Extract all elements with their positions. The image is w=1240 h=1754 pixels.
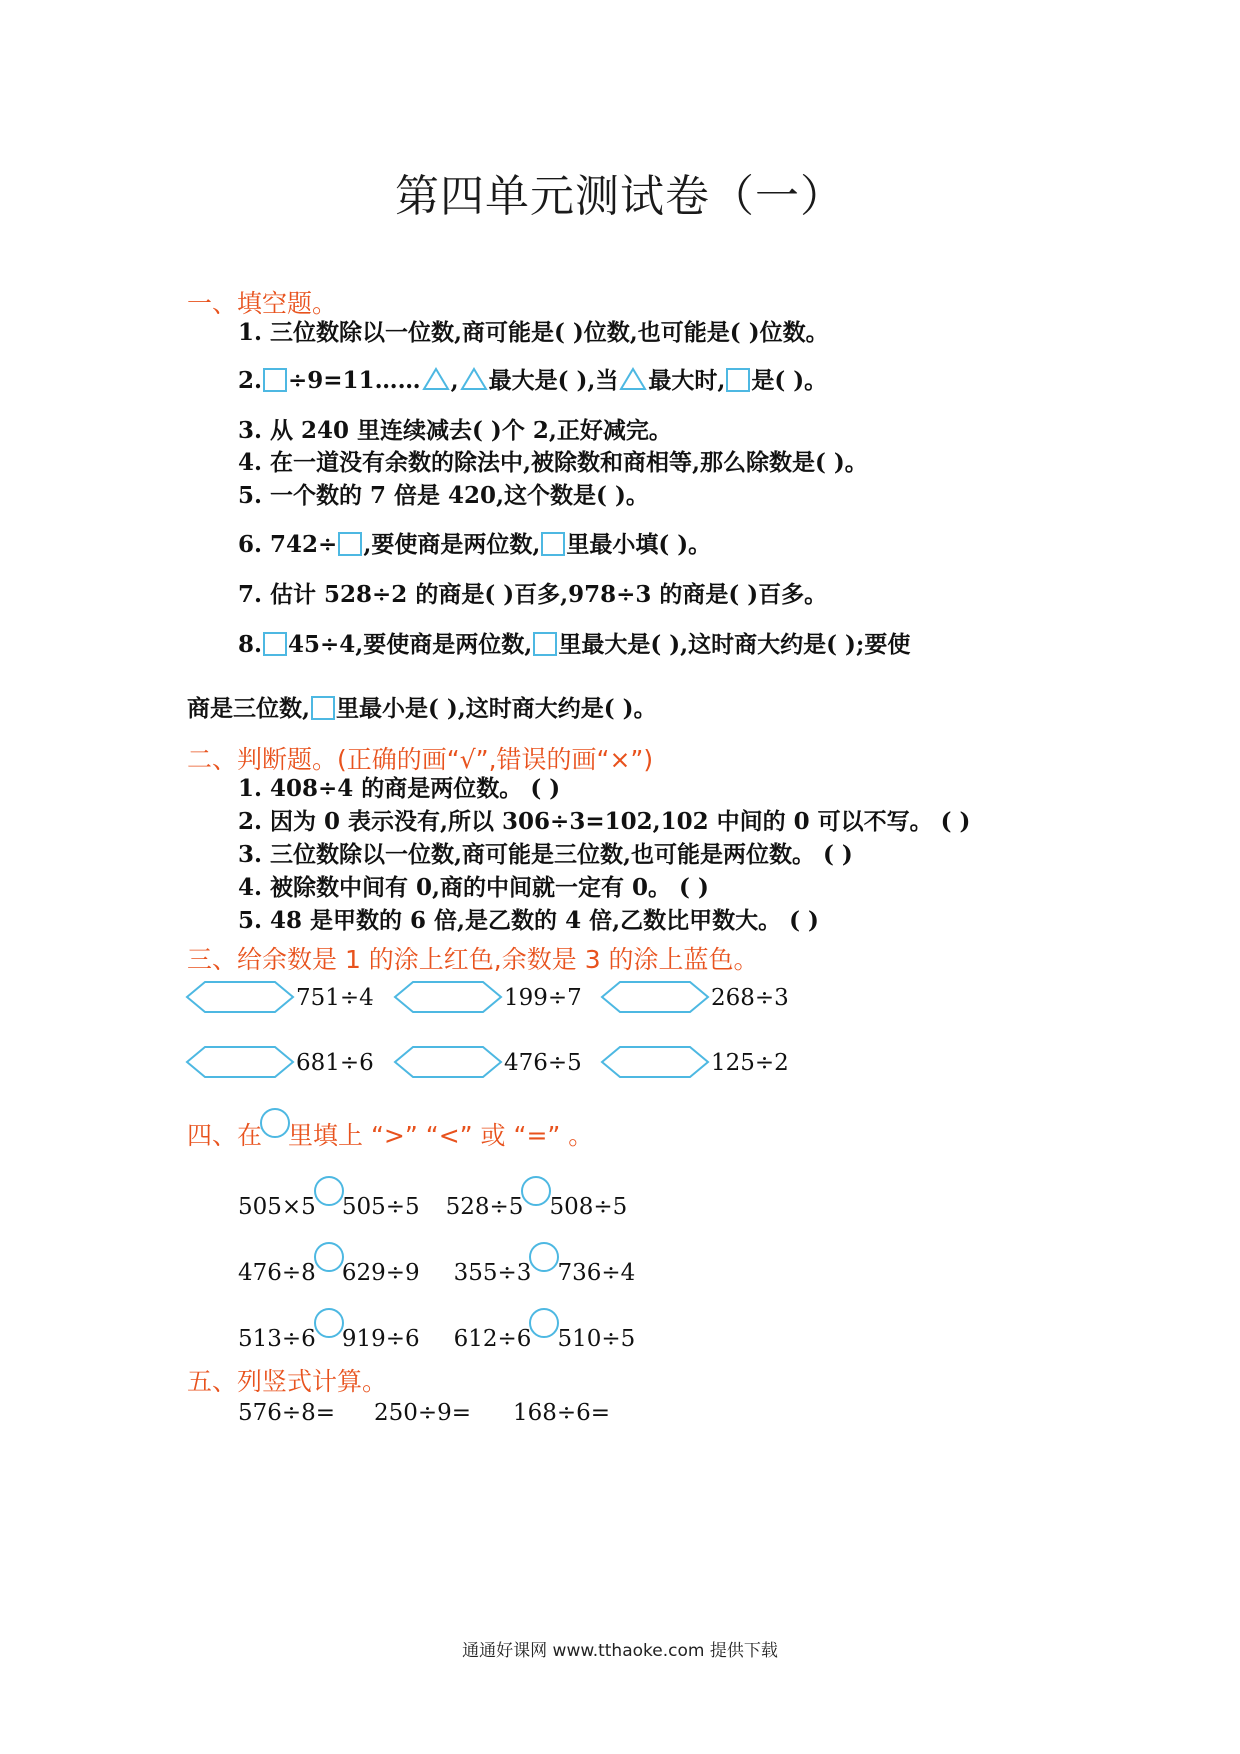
compare-right: 508÷5 (549, 1194, 628, 1220)
compare-right: 505÷5 (341, 1194, 420, 1220)
compare-right: 510÷5 (557, 1326, 636, 1352)
question-1-5: 5. 一个数的 7 倍是 420,这个数是( )。 (238, 482, 649, 509)
q2-text-e: 最大时, (648, 367, 726, 394)
page-title: 第四单元测试卷（一） (395, 171, 845, 222)
division-item: 125÷2 (711, 1050, 789, 1076)
square-blank-icon (726, 368, 750, 392)
question-1-2 (238, 366, 827, 396)
hexagon-blank-icon (393, 980, 503, 1014)
hexagon-blank-icon (185, 1045, 295, 1079)
q8-text-b: 45÷4,要使商是两位数, (288, 631, 533, 658)
judge-item: 1. 408÷4 的商是两位数。 ( ) (238, 775, 561, 802)
compare-left: 528÷5 (445, 1194, 524, 1220)
compare-left: 476÷8 (238, 1260, 316, 1286)
hexagon-blank-icon (185, 980, 295, 1014)
circle-blank-icon (314, 1176, 344, 1206)
q8-text-a: 8. (238, 631, 263, 658)
q2-text-b: ÷9=11…… (288, 367, 421, 394)
compare-row (238, 1318, 635, 1354)
q2-text-c: , (450, 367, 459, 394)
compare-right: 629÷9 (341, 1260, 420, 1286)
circle-blank-icon (260, 1108, 290, 1138)
compare-right: 736÷4 (557, 1260, 636, 1286)
q8-text-d: 商是三位数, (187, 695, 311, 722)
triangle-blank-icon (460, 367, 488, 391)
section-5-heading: 五、列竖式计算。 (187, 1367, 388, 1396)
section-3-heading: 三、给余数是 1 的涂上红色,余数是 3 的涂上蓝色。 (187, 945, 759, 974)
circle-blank-icon (314, 1308, 344, 1338)
q6-text-a: 6. 742÷ (238, 531, 338, 558)
circle-blank-icon (529, 1242, 559, 1272)
square-blank-icon (338, 532, 362, 556)
judge-item: 2. 因为 0 表示没有,所以 306÷3=102,102 中间的 0 可以不写。 ( ) (238, 808, 971, 835)
q6-text-b: ,要使商是两位数, (363, 531, 541, 558)
circle-blank-icon (314, 1242, 344, 1272)
q2-text-d: 最大是( ),当 (488, 367, 619, 394)
triangle-blank-icon (422, 367, 450, 391)
hexagon-blank-icon (600, 980, 710, 1014)
compare-left: 505×5 (238, 1194, 316, 1220)
square-blank-icon (263, 632, 287, 656)
q8-text-e: 里最小是( ),这时商大约是( )。 (336, 695, 657, 722)
hexagon-blank-icon (393, 1045, 503, 1079)
compare-row (238, 1186, 627, 1222)
compare-left: 355÷3 (453, 1260, 532, 1286)
square-blank-icon (541, 532, 565, 556)
judge-item: 5. 48 是甲数的 6 倍,是乙数的 4 倍,乙数比甲数大。 ( ) (238, 907, 819, 934)
question-1-8-cont (187, 694, 657, 724)
division-item: 681÷6 (296, 1050, 374, 1076)
q6-text-c: 里最小填( )。 (566, 531, 712, 558)
circle-blank-icon (521, 1176, 551, 1206)
square-blank-icon (311, 696, 335, 720)
section-4-heading (187, 1116, 593, 1152)
question-1-4: 4. 在一道没有余数的除法中,被除数和商相等,那么除数是( )。 (238, 449, 868, 476)
footer-text: 通通好课网 www.tthaoke.com 提供下载 (462, 1641, 778, 1661)
section-1-heading: 一、填空题。 (187, 289, 338, 318)
hexagon-blank-icon (600, 1045, 710, 1079)
triangle-blank-icon (619, 367, 647, 391)
judge-item: 4. 被除数中间有 0,商的中间就一定有 0。 ( ) (238, 874, 709, 901)
question-1-1: 1. 三位数除以一位数,商可能是( )位数,也可能是( )位数。 (238, 319, 829, 346)
division-item: 476÷5 (504, 1050, 582, 1076)
question-1-8 (238, 630, 910, 660)
judge-item: 3. 三位数除以一位数,商可能是三位数,也可能是两位数。 ( ) (238, 841, 853, 868)
division-item: 199÷7 (504, 985, 582, 1011)
square-blank-icon (533, 632, 557, 656)
compare-left: 513÷6 (238, 1326, 316, 1352)
calc-item: 250÷9= (374, 1400, 472, 1426)
q2-number: 2. (238, 367, 263, 394)
calc-item: 576÷8= (238, 1400, 336, 1426)
compare-row (238, 1252, 635, 1288)
circle-blank-icon (529, 1308, 559, 1338)
compare-left: 612÷6 (453, 1326, 532, 1352)
q2-text-f: 是( )。 (751, 367, 828, 394)
question-1-7: 7. 估计 528÷2 的商是( )百多,978÷3 的商是( )百多。 (238, 581, 828, 608)
section-2-heading: 二、判断题。(正确的画“√”,错误的画“×”) (187, 745, 654, 774)
compare-right: 919÷6 (341, 1326, 420, 1352)
question-1-6 (238, 530, 711, 560)
q8-text-c: 里最大是( ),这时商大约是( );要使 (558, 631, 911, 658)
square-blank-icon (263, 368, 287, 392)
question-1-3: 3. 从 240 里连续减去( )个 2,正好减完。 (238, 417, 672, 444)
division-item: 268÷3 (711, 985, 789, 1011)
section-4-heading-b: 里填上 “>” “<” 或 “=” 。 (288, 1121, 594, 1150)
calc-item: 168÷6= (513, 1400, 611, 1426)
section-4-heading-a: 四、在 (187, 1121, 263, 1150)
division-item: 751÷4 (296, 985, 374, 1011)
